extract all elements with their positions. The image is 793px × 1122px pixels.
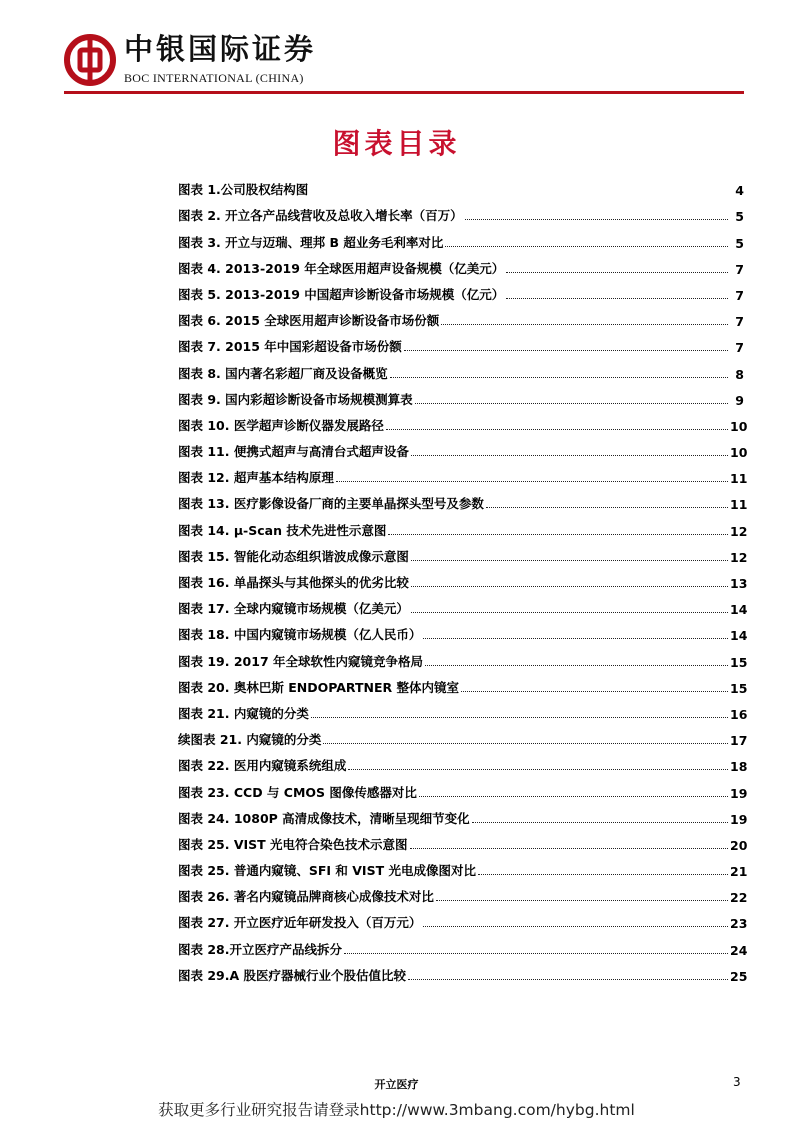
toc-entry[interactable]	[178, 591, 748, 618]
toc-entry-leader	[506, 298, 728, 299]
toc-entry-page: 25	[730, 968, 748, 984]
toc-entry-leader	[323, 743, 728, 744]
toc-entry-label: 图表 23. CCD 与 CMOS 图像传感器对比	[178, 784, 417, 800]
toc-entry-page: 17	[730, 733, 748, 749]
toc-entry[interactable]	[178, 905, 748, 932]
toc-entry-label: 图表 2. 开立各产品线营收及总收入增长率（百万）	[178, 208, 463, 224]
toc-entry-page: 7	[735, 261, 744, 277]
toc-entry[interactable]	[178, 539, 748, 565]
toc-entry-page: 4	[735, 183, 744, 199]
footer-company: 开立医疗	[374, 1078, 419, 1091]
toc-entry-label: 图表 8. 国内著名彩超厂商及设备概览	[178, 365, 388, 381]
toc-entry-label: 图表 24. 1080P 高清成像技术，清晰呈现细节变化	[178, 810, 470, 826]
toc-entry-page: 22	[730, 890, 748, 906]
toc-entry[interactable]	[178, 853, 748, 880]
toc-entry-page: 11	[730, 471, 748, 487]
toc-entry-leader	[410, 848, 728, 849]
toc-entry-label: 图表 3. 开立与迈瑞、理邦 B 超业务毛利率对比	[178, 234, 444, 250]
toc-entry-page: 7	[735, 287, 744, 303]
toc-entry[interactable]	[178, 303, 744, 329]
toc-entry[interactable]	[178, 931, 748, 958]
toc-entry[interactable]	[178, 512, 748, 539]
page-title: 图表目录	[332, 127, 461, 160]
toc-entry-label: 图表 1.公司股权结构图	[178, 182, 309, 198]
toc-entry-leader	[423, 638, 728, 639]
toc-entry-label: 图表 13. 医疗影像设备厂商的主要单晶探头型号及参数	[178, 496, 484, 512]
toc-entry-page: 12	[730, 549, 748, 565]
page-number: 3	[733, 1075, 741, 1089]
toc-entry-leader	[411, 560, 728, 561]
toc-entry-page: 19	[730, 785, 748, 801]
toc-entry[interactable]	[178, 801, 748, 827]
toc-entry-page: 16	[730, 706, 748, 722]
table-of-figures	[178, 172, 748, 984]
toc-entry[interactable]	[178, 774, 748, 801]
company-name-en: BOC INTERNATIONAL (CHINA)	[124, 71, 304, 85]
toc-entry-page: 7	[735, 340, 744, 356]
toc-entry-label: 图表 12. 超声基本结构原理	[178, 470, 334, 486]
toc-entry-label: 图表 10. 医学超声诊断仪器发展路径	[178, 417, 384, 433]
toc-entry-leader	[478, 874, 728, 875]
toc-entry[interactable]	[178, 329, 744, 355]
page-header	[0, 0, 793, 100]
toc-entry-label: 图表 29.A 股医疗器械行业个股估值比较	[178, 967, 407, 983]
toc-entry-leader	[461, 691, 728, 692]
toc-entry-leader	[388, 534, 728, 535]
toc-entry[interactable]	[178, 696, 748, 722]
toc-entry-label: 图表 26. 著名内窥镜品牌商核心成像技术对比	[178, 889, 434, 905]
toc-entry-leader	[336, 481, 728, 482]
toc-entry-label: 图表 28.开立医疗产品线拆分	[178, 941, 342, 957]
toc-entry-label: 图表 7. 2015 年中国彩超设备市场份额	[178, 339, 402, 355]
toc-entry[interactable]	[178, 486, 748, 513]
toc-entry-leader	[348, 769, 728, 770]
toc-entry-leader	[404, 350, 728, 351]
toc-entry-label: 图表 25. VIST 光电符合染色技术示意图	[178, 836, 408, 852]
toc-entry-page: 5	[735, 235, 744, 251]
toc-entry-page: 15	[730, 654, 748, 670]
toc-entry-leader	[472, 822, 728, 823]
toc-entry-leader	[423, 926, 728, 927]
toc-entry-leader	[419, 796, 728, 797]
toc-entry-leader	[390, 377, 728, 378]
toc-entry[interactable]	[178, 251, 744, 277]
toc-entry-page: 24	[730, 942, 748, 958]
toc-entry-label: 图表 15. 智能化动态组织谐波成像示意图	[178, 548, 409, 564]
toc-entry[interactable]	[178, 827, 748, 853]
toc-entry-page: 8	[735, 366, 744, 382]
toc-entry[interactable]	[178, 670, 748, 696]
toc-entry[interactable]	[178, 224, 744, 250]
toc-entry-page: 23	[730, 916, 748, 932]
toc-entry[interactable]	[178, 722, 748, 749]
toc-entry[interactable]	[178, 617, 748, 644]
toc-entry[interactable]	[178, 382, 744, 408]
toc-entry-leader	[311, 717, 728, 718]
toc-entry-label: 图表 20. 奥林巴斯 ENDOPARTNER 整体内镜室	[178, 679, 459, 695]
toc-entry-leader	[411, 612, 728, 613]
company-name-cn: 中银国际证券	[124, 32, 317, 66]
toc-entry-leader	[425, 665, 728, 666]
toc-entry-page: 5	[735, 209, 744, 225]
toc-entry-label: 图表 19. 2017 年全球软性内窥镜竞争格局	[178, 653, 423, 669]
toc-entry-leader	[441, 324, 728, 325]
toc-entry-label: 图表 21. 内窥镜的分类	[178, 705, 309, 721]
toc-entry[interactable]	[178, 172, 744, 198]
toc-entry[interactable]	[178, 277, 744, 303]
toc-entry[interactable]	[178, 748, 748, 775]
toc-entry-page: 14	[730, 602, 748, 618]
toc-entry-leader	[344, 953, 728, 954]
toc-entry-label: 图表 16. 单晶探头与其他探头的优劣比较	[178, 575, 409, 590]
toc-entry-label: 图表 17. 全球内窥镜市场规模（亿美元）	[178, 601, 409, 617]
toc-entry-page: 19	[730, 811, 748, 827]
toc-entry-page: 14	[730, 628, 748, 644]
toc-entry[interactable]	[178, 958, 748, 984]
toc-entry-leader	[411, 586, 728, 587]
toc-entry-leader	[411, 455, 728, 456]
toc-entry-label: 图表 22. 医用内窥镜系统组成	[178, 758, 347, 774]
toc-entry-leader	[486, 507, 728, 508]
toc-entry-label: 图表 11. 便携式超声与高清台式超声设备	[178, 444, 409, 460]
toc-entry-label: 图表 14. μ-Scan 技术先进性示意图	[178, 522, 387, 538]
toc-entry-label: 图表 4. 2013-2019 年全球医用超声设备规模（亿美元）	[178, 260, 505, 276]
toc-entry-page: 12	[730, 523, 748, 539]
toc-entry-leader	[436, 900, 728, 901]
toc-entry[interactable]	[178, 565, 748, 591]
toc-entry-page: 13	[730, 576, 748, 591]
toc-entry-leader	[386, 429, 728, 430]
toc-entry-label: 续图表 21. 内窥镜的分类	[178, 732, 322, 748]
toc-entry-page: 7	[735, 314, 744, 330]
toc-entry[interactable]	[178, 879, 748, 906]
toc-entry[interactable]	[178, 460, 748, 487]
toc-entry[interactable]	[178, 434, 748, 461]
toc-entry-leader	[415, 403, 728, 404]
download-note[interactable]: 获取更多行业研究报告请登录http://www.3mbang.com/hybg.html	[158, 1101, 635, 1119]
toc-entry-page: 18	[730, 759, 748, 775]
toc-entry-page: 10	[730, 418, 748, 434]
toc-entry-leader	[506, 272, 728, 273]
toc-entry-label: 图表 5. 2013-2019 中国超声诊断设备市场规模（亿元）	[178, 286, 505, 302]
toc-entry-page: 9	[735, 392, 744, 408]
header-divider	[64, 91, 744, 94]
toc-entry[interactable]	[178, 355, 744, 381]
toc-entry[interactable]	[178, 198, 744, 224]
boc-logo-icon	[64, 34, 116, 86]
toc-entry-leader	[408, 979, 728, 980]
toc-entry-label: 图表 18. 中国内窥镜市场规模（亿人民币）	[178, 627, 422, 643]
toc-entry[interactable]	[178, 643, 748, 670]
toc-entry-label: 图表 9. 国内彩超诊断设备市场规模测算表	[178, 391, 413, 407]
toc-entry-label: 图表 27. 开立医疗近年研发投入（百万元）	[178, 915, 422, 931]
toc-entry-leader	[445, 246, 728, 247]
toc-entry-page: 10	[730, 445, 748, 461]
toc-entry-page: 11	[730, 497, 748, 513]
toc-entry[interactable]	[178, 408, 748, 434]
toc-entry-page: 15	[730, 680, 748, 696]
toc-entry-label: 图表 25. 普通内窥镜、SFI 和 VIST 光电成像图对比	[178, 863, 476, 879]
toc-entry-page: 21	[730, 864, 748, 880]
toc-entry-leader	[465, 219, 728, 220]
toc-entry-label: 图表 6. 2015 全球医用超声诊断设备市场份额	[178, 313, 440, 329]
toc-entry-page: 20	[730, 837, 748, 853]
